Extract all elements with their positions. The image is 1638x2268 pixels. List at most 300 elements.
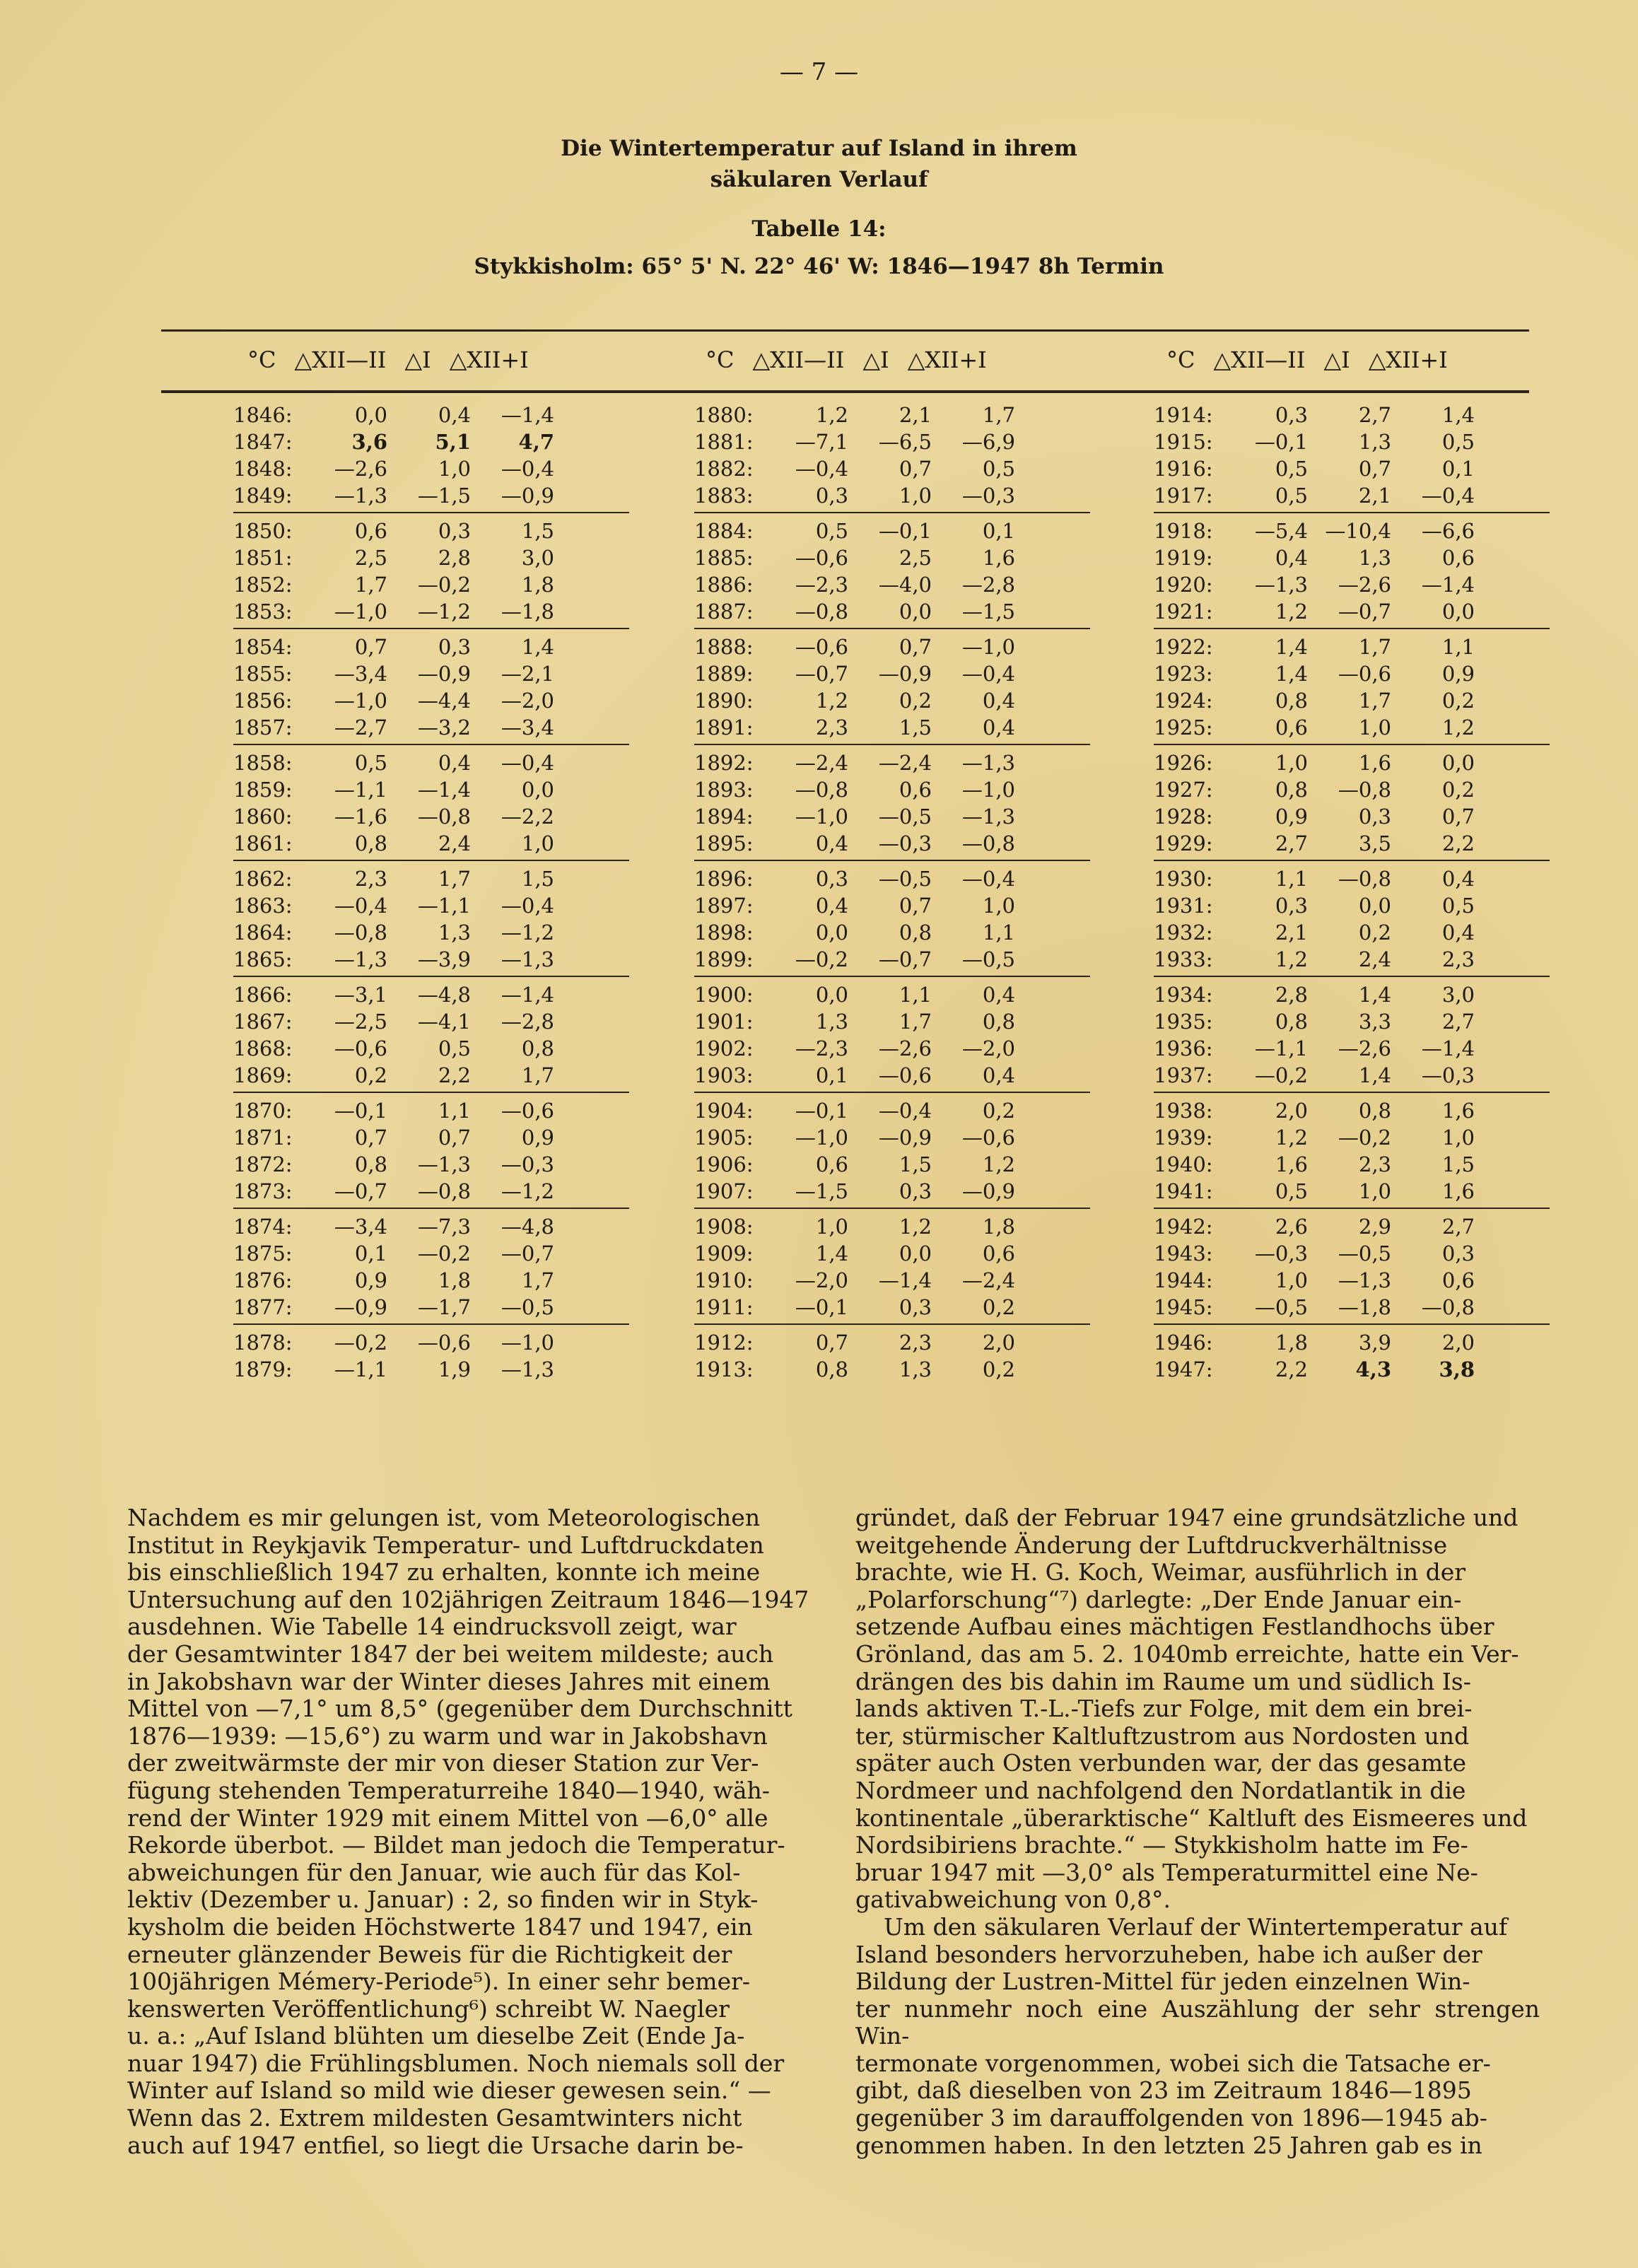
- value-cell: 1,1: [1275, 867, 1308, 891]
- value-cell: 2,4: [1358, 947, 1391, 971]
- year-cell: 1863:: [233, 894, 293, 918]
- year-cell: 1897:: [694, 894, 754, 918]
- value-cell: 1,2: [815, 403, 848, 427]
- value-cell: 0,0: [1358, 894, 1391, 918]
- value-cell: —2,2: [501, 805, 554, 829]
- table-row: [694, 1124, 1090, 1151]
- value-cell: —0,7: [1338, 600, 1391, 624]
- value-cell: —1,3: [417, 1152, 471, 1176]
- value-cell: —0,5: [878, 867, 932, 891]
- value-cell: 0,9: [354, 1268, 387, 1292]
- table-row: [233, 803, 629, 830]
- value-cell: —3,4: [334, 1215, 387, 1239]
- value-cell: —1,4: [1421, 573, 1475, 597]
- text-line: der Gesamtwinter 1847 der bei weitem mildeste; auch: [127, 1639, 774, 1668]
- table-row: [233, 1240, 629, 1267]
- value-cell: 0,1: [1441, 457, 1475, 481]
- value-cell: —1,5: [795, 1179, 848, 1203]
- table-row: [694, 660, 1090, 687]
- table-row: [1154, 830, 1550, 857]
- text-line: Mittel von —7,1° um 8,5° (gegenüber dem Durchschnitt: [127, 1695, 792, 1723]
- value-cell: 0,5: [1275, 457, 1308, 481]
- table-row: [233, 981, 629, 1008]
- value-cell: —2,4: [961, 1268, 1015, 1292]
- year-cell: 1940:: [1154, 1152, 1213, 1176]
- value-cell: 0,2: [354, 1063, 387, 1087]
- value-cell: —4,0: [878, 573, 932, 597]
- table-row: [1154, 1097, 1550, 1124]
- value-cell: 1,0: [1275, 1268, 1308, 1292]
- value-cell: —1,0: [501, 1331, 554, 1355]
- text-line: weitgehende Änderung der Luftdruckverhältnisse: [855, 1531, 1448, 1559]
- year-cell: 1926:: [1154, 751, 1213, 775]
- value-cell: 0,6: [899, 778, 932, 802]
- title-line-1: Die Wintertemperatur auf Island in ihrem: [561, 136, 1077, 161]
- value-cell: 2,2: [1441, 831, 1475, 855]
- table-row: [233, 1062, 629, 1089]
- value-cell: 1,6: [1441, 1179, 1475, 1203]
- value-cell: 5,1: [435, 430, 471, 454]
- value-cell: 2,7: [1441, 1215, 1475, 1239]
- year-cell: 1931:: [1154, 894, 1213, 918]
- value-cell: —0,2: [334, 1331, 387, 1355]
- text-line: Bildung der Lustren-Mittel für jeden einzelnen Win-: [855, 1968, 1470, 1996]
- table-row: [1154, 865, 1550, 892]
- value-cell: 0,2: [1358, 920, 1391, 945]
- value-cell: —1,0: [795, 805, 848, 829]
- value-cell: 0,3: [1275, 403, 1308, 427]
- table-row: [233, 687, 629, 714]
- table-row-group: [1154, 402, 1550, 513]
- table-row: [1154, 1178, 1550, 1205]
- value-cell: —4,4: [417, 689, 471, 713]
- year-cell: 1864:: [233, 920, 293, 945]
- year-cell: 1867:: [233, 1010, 293, 1034]
- year-cell: 1902:: [694, 1036, 754, 1060]
- year-cell: 1855:: [233, 662, 293, 686]
- value-cell: 0,8: [982, 1010, 1015, 1034]
- text-line: Grönland, das am 5. 2. 1040mb erreichte, hatte ein Ver-: [855, 1639, 1519, 1668]
- header-unit: °C: [1166, 346, 1195, 373]
- value-cell: 2,3: [899, 1331, 932, 1355]
- value-cell: —2,3: [795, 573, 848, 597]
- value-cell: 1,8: [438, 1268, 471, 1292]
- value-cell: —0,8: [334, 920, 387, 945]
- value-cell: 0,4: [438, 751, 471, 775]
- table-row: [1154, 482, 1550, 509]
- table-row: [1154, 1213, 1550, 1240]
- value-cell: 1,4: [1358, 983, 1391, 1007]
- table-row: [694, 892, 1090, 919]
- value-cell: —0,4: [961, 867, 1015, 891]
- value-cell: 1,6: [1441, 1099, 1475, 1123]
- text-line: Untersuchung auf den 102jährigen Zeitraum 1846—1947: [127, 1585, 809, 1613]
- value-cell: 0,2: [1441, 689, 1475, 713]
- value-cell: 0,2: [899, 689, 932, 713]
- text-line: der zweitwärmste der mir von dieser Station zur Ver-: [127, 1749, 759, 1777]
- year-cell: 1889:: [694, 662, 754, 686]
- value-cell: 0,5: [982, 457, 1015, 481]
- value-cell: —0,2: [1254, 1063, 1308, 1087]
- value-cell: —3,1: [334, 983, 387, 1007]
- table-row: [233, 919, 629, 946]
- year-cell: 1883:: [694, 484, 754, 508]
- table-row: [694, 776, 1090, 803]
- year-cell: 1944:: [1154, 1268, 1213, 1292]
- table-row-group: [1154, 981, 1550, 1093]
- value-cell: 0,4: [815, 894, 848, 918]
- table-row: [1154, 1329, 1550, 1356]
- year-cell: 1853:: [233, 600, 293, 624]
- paragraph-right-2: [855, 1914, 1540, 2159]
- value-cell: 0,3: [438, 635, 471, 659]
- value-cell: —2,8: [501, 1010, 554, 1034]
- year-cell: 1870:: [233, 1099, 293, 1123]
- value-cell: —1,5: [417, 484, 471, 508]
- title-line-2: säkularen Verlauf: [710, 167, 928, 192]
- value-cell: 0,6: [1441, 546, 1475, 570]
- value-cell: —0,8: [417, 1179, 471, 1203]
- table-column-1846-1879: [233, 402, 629, 1390]
- value-cell: 2,6: [1275, 1215, 1308, 1239]
- table-row: [1154, 598, 1550, 625]
- table-row: [694, 1035, 1090, 1062]
- table-row: [694, 865, 1090, 892]
- year-cell: 1849:: [233, 484, 293, 508]
- value-cell: 0,2: [982, 1295, 1015, 1319]
- year-cell: 1916:: [1154, 457, 1213, 481]
- value-cell: —0,5: [878, 805, 932, 829]
- table-row: [694, 803, 1090, 830]
- year-cell: 1848:: [233, 457, 293, 481]
- value-cell: —0,9: [961, 1179, 1015, 1203]
- value-cell: —1,5: [961, 600, 1015, 624]
- header-i: △I: [862, 346, 889, 373]
- column-header-1: [247, 346, 547, 373]
- table-row-group: [233, 1213, 629, 1325]
- table-row: [233, 1213, 629, 1240]
- table-row: [694, 981, 1090, 1008]
- table-row: [233, 1356, 629, 1383]
- value-cell: 1,0: [1358, 715, 1391, 740]
- table-row: [694, 1062, 1090, 1089]
- value-cell: 1,4: [1275, 635, 1308, 659]
- year-cell: 1904:: [694, 1099, 754, 1123]
- text-line: nuar 1947) die Frühlingsblumen. Noch niemals soll der: [127, 2049, 785, 2077]
- table-row: [1154, 946, 1550, 973]
- text-line: abweichungen für den Januar, wie auch für das Kol-: [127, 1858, 741, 1886]
- value-cell: —1,4: [1421, 1036, 1475, 1060]
- header-xii-i: △XII+I: [907, 346, 987, 373]
- table-top-rule: [161, 329, 1529, 332]
- text-line: lands aktiven T.-L.-Tiefs zur Folge, mit dem ein brei-: [855, 1695, 1473, 1723]
- value-cell: —0,6: [878, 1063, 932, 1087]
- table-row: [233, 402, 629, 428]
- table-row: [694, 1356, 1090, 1383]
- year-cell: 1865:: [233, 947, 293, 971]
- value-cell: 0,3: [438, 519, 471, 543]
- value-cell: 0,3: [1441, 1241, 1475, 1265]
- text-line: in Jakobshavn war der Winter dieses Jahres mit einem: [127, 1667, 771, 1695]
- value-cell: 2,0: [1441, 1331, 1475, 1355]
- value-cell: 0,4: [982, 715, 1015, 740]
- table-row-group: [233, 518, 629, 629]
- value-cell: 0,5: [1275, 1179, 1308, 1203]
- year-cell: 1938:: [1154, 1099, 1213, 1123]
- table-column-1914-1947: [1154, 402, 1550, 1390]
- table-row: [694, 1240, 1090, 1267]
- value-cell: —0,6: [795, 546, 848, 570]
- table-row: [1154, 687, 1550, 714]
- table-row-group: [1154, 633, 1550, 745]
- text-line: Um den säkularen Verlauf der Wintertemperatur auf: [884, 1912, 1508, 1941]
- year-cell: 1913:: [694, 1357, 754, 1381]
- value-cell: 1,0: [1358, 1179, 1391, 1203]
- value-cell: —1,8: [501, 600, 554, 624]
- value-cell: —1,3: [501, 1357, 554, 1381]
- value-cell: —0,8: [417, 805, 471, 829]
- table-row: [694, 428, 1090, 455]
- text-line: fügung stehenden Temperaturreihe 1840—1940, wäh-: [127, 1776, 770, 1804]
- value-cell: —1,8: [1338, 1295, 1391, 1319]
- value-cell: 1,7: [521, 1063, 554, 1087]
- year-cell: 1895:: [694, 831, 754, 855]
- value-cell: 0,6: [815, 1152, 848, 1176]
- header-i: △I: [404, 346, 431, 373]
- year-cell: 1858:: [233, 751, 293, 775]
- value-cell: —0,3: [1254, 1241, 1308, 1265]
- value-cell: —1,0: [795, 1126, 848, 1150]
- year-cell: 1860:: [233, 805, 293, 829]
- value-cell: 0,6: [354, 519, 387, 543]
- value-cell: —0,9: [501, 484, 554, 508]
- value-cell: 0,4: [438, 403, 471, 427]
- paragraph-left: [127, 1504, 812, 2159]
- year-cell: 1850:: [233, 519, 293, 543]
- value-cell: —0,4: [1421, 484, 1475, 508]
- value-cell: —1,6: [334, 805, 387, 829]
- value-cell: —3,2: [417, 715, 471, 740]
- value-cell: 0,1: [982, 519, 1015, 543]
- value-cell: 0,1: [815, 1063, 848, 1087]
- value-cell: 3,6: [351, 430, 387, 454]
- text-line: „Polarforschung“⁷) darlegte: „Der Ende Januar ein-: [855, 1585, 1462, 1613]
- page-title: [0, 133, 1638, 195]
- value-cell: 1,0: [1441, 1126, 1475, 1150]
- value-cell: 0,8: [1275, 689, 1308, 713]
- value-cell: —2,3: [795, 1036, 848, 1060]
- year-cell: 1930:: [1154, 867, 1213, 891]
- value-cell: 1,4: [815, 1241, 848, 1265]
- year-cell: 1905:: [694, 1126, 754, 1150]
- year-cell: 1886:: [694, 573, 754, 597]
- table-row-group: [1154, 865, 1550, 977]
- table-row-group: [1154, 1213, 1550, 1325]
- value-cell: 0,9: [1441, 662, 1475, 686]
- value-cell: 0,8: [354, 1152, 387, 1176]
- value-cell: 1,7: [1358, 689, 1391, 713]
- value-cell: 0,8: [815, 1357, 848, 1381]
- value-cell: —0,6: [334, 1036, 387, 1060]
- value-cell: 1,7: [521, 1268, 554, 1292]
- table-row: [1154, 981, 1550, 1008]
- text-line: gründet, daß der Februar 1947 eine grundsätzliche und: [855, 1504, 1519, 1531]
- value-cell: 1,6: [982, 546, 1015, 570]
- value-cell: 0,7: [899, 635, 932, 659]
- value-cell: —2,6: [1338, 573, 1391, 597]
- year-cell: 1908:: [694, 1215, 754, 1239]
- value-cell: 0,9: [521, 1126, 554, 1150]
- value-cell: 1,3: [438, 920, 471, 945]
- value-cell: —1,2: [501, 1179, 554, 1203]
- value-cell: 0,4: [1441, 867, 1475, 891]
- value-cell: —1,4: [501, 983, 554, 1007]
- value-cell: —1,4: [878, 1268, 932, 1292]
- page-number: — 7 —: [779, 58, 859, 86]
- table-row-group: [233, 1097, 629, 1209]
- table-row: [233, 749, 629, 776]
- table-row-group: [1154, 1097, 1550, 1209]
- year-cell: 1919:: [1154, 546, 1213, 570]
- table-row: [694, 1329, 1090, 1356]
- text-line: u. a.: „Auf Island blühten um dieselbe Zeit (Ende Ja-: [127, 2022, 745, 2050]
- table-row: [694, 1294, 1090, 1321]
- value-cell: —0,9: [417, 662, 471, 686]
- value-cell: —6,5: [878, 430, 932, 454]
- value-cell: —1,1: [1254, 1036, 1308, 1060]
- header-unit: °C: [706, 346, 735, 373]
- value-cell: 4,7: [518, 430, 554, 454]
- value-cell: 0,4: [815, 831, 848, 855]
- year-cell: 1872:: [233, 1152, 293, 1176]
- table-row-group: [233, 402, 629, 513]
- header-xii-i: △XII+I: [449, 346, 529, 373]
- year-cell: 1929:: [1154, 831, 1213, 855]
- text-line: drängen des bis dahin im Raume um und südlich Is-: [855, 1667, 1471, 1695]
- value-cell: —0,9: [878, 662, 932, 686]
- value-cell: —0,4: [334, 894, 387, 918]
- value-cell: 4,3: [1355, 1357, 1391, 1381]
- table-row-group: [233, 749, 629, 861]
- year-cell: 1882:: [694, 457, 754, 481]
- table-row: [1154, 428, 1550, 455]
- text-line: Wenn das 2. Extrem mildesten Gesamtwinters nicht: [127, 2104, 742, 2132]
- value-cell: 2,0: [1275, 1099, 1308, 1123]
- value-cell: —1,1: [334, 1357, 387, 1381]
- value-cell: 0,5: [1275, 484, 1308, 508]
- year-cell: 1851:: [233, 546, 293, 570]
- year-cell: 1893:: [694, 778, 754, 802]
- value-cell: 1,2: [899, 1215, 932, 1239]
- text-line: setzende Aufbau eines mächtigen Festlandhochs über: [855, 1613, 1494, 1641]
- text-line: 1876—1939: —15,6°) zu warm und war in Jakobshavn: [127, 1722, 768, 1750]
- value-cell: 3,0: [521, 546, 554, 570]
- value-cell: 0,8: [1358, 1099, 1391, 1123]
- table-row-group: [694, 1097, 1090, 1209]
- text-line: Nordmeer und nachfolgend den Nordatlantik in die: [855, 1776, 1466, 1804]
- value-cell: 2,3: [1441, 947, 1475, 971]
- table-row: [233, 428, 629, 455]
- value-cell: —4,8: [417, 983, 471, 1007]
- table-row: [233, 1035, 629, 1062]
- text-line: kontinentale „überarktische“ Kaltluft des Eismeeres und: [855, 1804, 1528, 1832]
- value-cell: —1,3: [961, 805, 1015, 829]
- value-cell: —4,8: [501, 1215, 554, 1239]
- value-cell: —1,3: [1254, 573, 1308, 597]
- value-cell: 2,4: [438, 831, 471, 855]
- table-row: [233, 633, 629, 660]
- year-cell: 1937:: [1154, 1063, 1213, 1087]
- table-row-group: [694, 749, 1090, 861]
- value-cell: 2,8: [1275, 983, 1308, 1007]
- year-cell: 1903:: [694, 1063, 754, 1087]
- year-cell: 1877:: [233, 1295, 293, 1319]
- value-cell: —0,7: [501, 1241, 554, 1265]
- value-cell: 0,4: [982, 983, 1015, 1007]
- value-cell: 1,8: [521, 573, 554, 597]
- text-line: 100jährigen Mémery-Periode⁵). In einer sehr bemer-: [127, 1968, 751, 1996]
- year-cell: 1857:: [233, 715, 293, 740]
- header-i: △I: [1323, 346, 1350, 373]
- value-cell: —0,4: [501, 894, 554, 918]
- value-cell: —0,7: [878, 947, 932, 971]
- value-cell: —1,1: [417, 894, 471, 918]
- table-row: [1154, 518, 1550, 544]
- header-xii-i: △XII+I: [1368, 346, 1448, 373]
- table-row: [1154, 660, 1550, 687]
- table-row-group: [1154, 518, 1550, 629]
- value-cell: 1,9: [438, 1357, 471, 1381]
- year-cell: 1869:: [233, 1063, 293, 1087]
- value-cell: 0,2: [982, 1357, 1015, 1381]
- table-row: [694, 571, 1090, 598]
- value-cell: —1,4: [417, 778, 471, 802]
- table-row: [694, 1267, 1090, 1294]
- table-row: [694, 402, 1090, 428]
- year-cell: 1914:: [1154, 403, 1213, 427]
- year-cell: 1942:: [1154, 1215, 1213, 1239]
- value-cell: 1,5: [1441, 1152, 1475, 1176]
- value-cell: 0,8: [1275, 1010, 1308, 1034]
- value-cell: 0,1: [354, 1241, 387, 1265]
- value-cell: 2,8: [438, 546, 471, 570]
- table-row: [233, 482, 629, 509]
- column-header-2: [706, 346, 1005, 373]
- value-cell: 0,0: [1441, 751, 1475, 775]
- table-row-group: [1154, 749, 1550, 861]
- value-cell: 2,7: [1358, 403, 1391, 427]
- value-cell: 2,5: [899, 546, 932, 570]
- table-row-group: [233, 633, 629, 745]
- year-cell: 1921:: [1154, 600, 1213, 624]
- table-row: [694, 830, 1090, 857]
- value-cell: 0,0: [1441, 600, 1475, 624]
- value-cell: 1,3: [1358, 546, 1391, 570]
- value-cell: —10,4: [1325, 519, 1391, 543]
- value-cell: 0,7: [1441, 805, 1475, 829]
- year-cell: 1935:: [1154, 1010, 1213, 1034]
- value-cell: 0,8: [899, 920, 932, 945]
- value-cell: —0,6: [501, 1099, 554, 1123]
- value-cell: 1,4: [1275, 662, 1308, 686]
- table-row: [694, 919, 1090, 946]
- value-cell: 1,4: [1441, 403, 1475, 427]
- text-line: lektiv (Dezember u. Januar) : 2, so finden wir in Styk-: [127, 1886, 759, 1914]
- table-row: [694, 455, 1090, 482]
- year-cell: 1890:: [694, 689, 754, 713]
- value-cell: —2,0: [961, 1036, 1015, 1060]
- value-cell: 0,7: [815, 1331, 848, 1355]
